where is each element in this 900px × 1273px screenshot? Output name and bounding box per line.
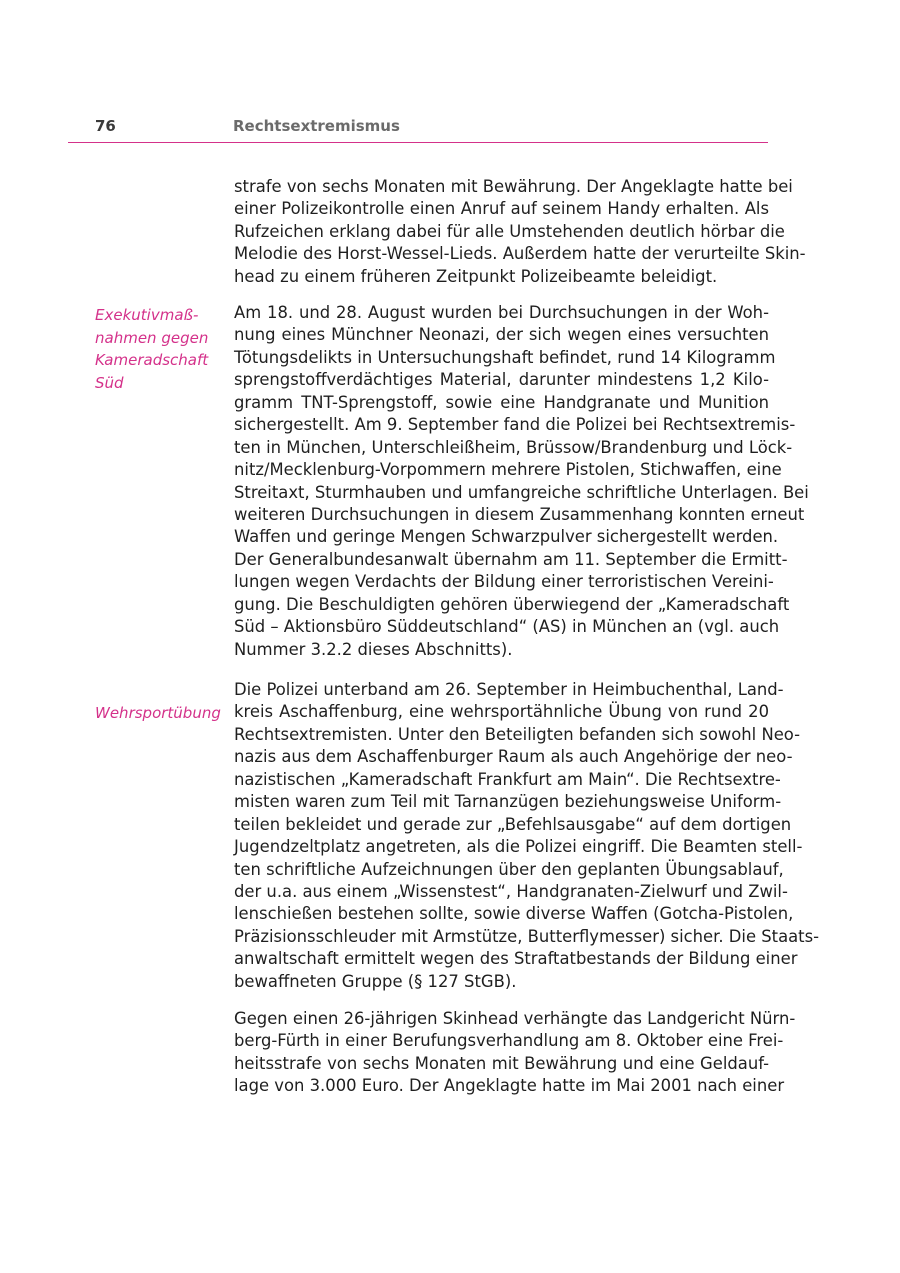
text-line: gramm TNT-Sprengstoff, sowie eine Handgranate und Munition <box>234 392 769 412</box>
paragraph-skinhead-urteil <box>234 1008 796 1098</box>
text-line: kreis Aschaffenburg, eine wehrsportähnliche Übung von rund 20 <box>234 702 769 722</box>
text-line: Die Polizei unterband am 26. September in Heimbuchenthal, Land- <box>234 680 784 699</box>
paragraph-wehrsportuebung <box>234 679 820 993</box>
text-line: heitsstrafe von sechs Monaten mit Bewährung und eine Geldauf- <box>234 1053 769 1073</box>
marginal-line: Exekutivmaß- <box>95 306 199 324</box>
text-line: ten schriftliche Aufzeichnungen über den geplanten Übungsablauf, <box>234 859 784 879</box>
text-line: Melodie des Horst-Wessel-Lieds. Außerdem hatte der verurteilte Skin- <box>234 244 806 264</box>
text-line: lage von 3.000 Euro. Der Angeklagte hatte im Mai 2001 nach einer <box>234 1076 785 1096</box>
marginal-note-exekutivmassnahmen <box>95 304 225 394</box>
text-line: Rechtsextremisten. Unter den Beteiligten befanden sich sowohl Neo- <box>234 724 801 744</box>
text-line: misten waren zum Teil mit Tarnanzügen beziehungsweise Uniform- <box>234 792 782 812</box>
text-line: sprengstoffverdächtiges Material, darunter mindestens 1,2 Kilo- <box>234 370 769 390</box>
text-line: Gegen einen 26-jährigen Skinhead verhängte das Landgericht Nürn- <box>234 1009 796 1028</box>
text-line: der u.a. aus einem „Wissenstest“, Handgranaten-Zielwurf und Zwil- <box>234 881 788 901</box>
text-line: berg-Fürth in einer Berufungsverhandlung am 8. Oktober eine Frei- <box>234 1031 784 1051</box>
text-line: head zu einem früheren Zeitpunkt Polizeibeamte beleidigt. <box>234 266 718 286</box>
text-line: sichergestellt. Am 9. September fand die Polizei bei Rechtsextremis- <box>234 415 796 435</box>
text-line: nitz/Mecklenburg-Vorpommern mehrere Pistolen, Stichwaffen, eine <box>234 460 782 480</box>
text-line: anwaltschaft ermittelt wegen des Straftatbestands der Bildung einer <box>234 949 798 969</box>
marginal-line: Wehrsportübung <box>95 704 221 722</box>
text-line: Streitaxt, Sturmhauben und umfangreiche schriftliche Unterlagen. Bei <box>234 482 809 502</box>
text-line: einer Polizeikontrolle einen Anruf auf seinem Handy erhalten. Als <box>234 199 769 219</box>
text-line: bewaffneten Gruppe (§ 127 StGB). <box>234 971 517 991</box>
marginal-note-wehrsportuebung <box>95 702 225 725</box>
text-line: strafe von sechs Monaten mit Bewährung. Der Angeklagte hatte bei <box>234 177 793 196</box>
page-number: 76 <box>95 117 116 135</box>
text-line: lenschießen bestehen sollte, sowie diverse Waffen (Gotcha-Pistolen, <box>234 904 794 924</box>
text-line: Tötungsdelikts in Untersuchungshaft befindet, rund 14 Kilogramm <box>234 347 776 367</box>
text-line: Jugendzeltplatz angetreten, als die Polizei eingriff. Die Beamten stell- <box>234 837 803 857</box>
text-line: Am 18. und 28. August wurden bei Durchsuchungen in der Woh- <box>234 303 769 322</box>
text-line: Nummer 3.2.2 dieses Abschnitts). <box>234 639 513 659</box>
marginal-line: Kameradschaft <box>95 351 209 370</box>
running-title: Rechtsextremismus <box>233 117 400 135</box>
marginal-line: Süd <box>95 373 124 392</box>
text-line: ten in München, Unterschleißheim, Brüssow/Brandenburg und Löck- <box>234 437 793 457</box>
text-line: Süd – Aktionsbüro Süddeutschland“ (AS) in München an (vgl. auch <box>234 617 780 637</box>
text-line: nazis aus dem Aschaffenburger Raum als auch Angehörige der neo- <box>234 747 793 767</box>
paragraph-kameradschaft-sued <box>234 302 809 661</box>
text-line: Präzisionsschleuder mit Armstütze, Butterflymesser) sicher. Die Staats- <box>234 926 820 946</box>
text-line: nazistischen „Kameradschaft Frankfurt am Main“. Die Rechtsextre- <box>234 769 781 789</box>
text-line: lungen wegen Verdachts der Bildung einer terroristischen Vereini- <box>234 572 774 592</box>
text-line: Rufzeichen erklang dabei für alle Umstehenden deutlich hörbar die <box>234 221 785 241</box>
text-line: weiteren Durchsuchungen in diesem Zusammenhang konnten erneut <box>234 504 805 524</box>
page-header <box>68 116 768 143</box>
text-line: teilen bekleidet und gerade zur „Befehlsausgabe“ auf dem dortigen <box>234 814 792 834</box>
text-line: Der Generalbundesanwalt übernahm am 11. September die Ermitt- <box>234 549 788 569</box>
text-line: Waffen und geringe Mengen Schwarzpulver sichergestellt werden. <box>234 527 779 547</box>
text-line: nung eines Münchner Neonazi, der sich wegen eines versuchten <box>234 325 769 345</box>
paragraph-continuation <box>234 176 806 288</box>
marginal-line: nahmen gegen <box>95 328 209 347</box>
text-line: gung. Die Beschuldigten gehören überwiegend der „Kameradschaft <box>234 594 790 614</box>
